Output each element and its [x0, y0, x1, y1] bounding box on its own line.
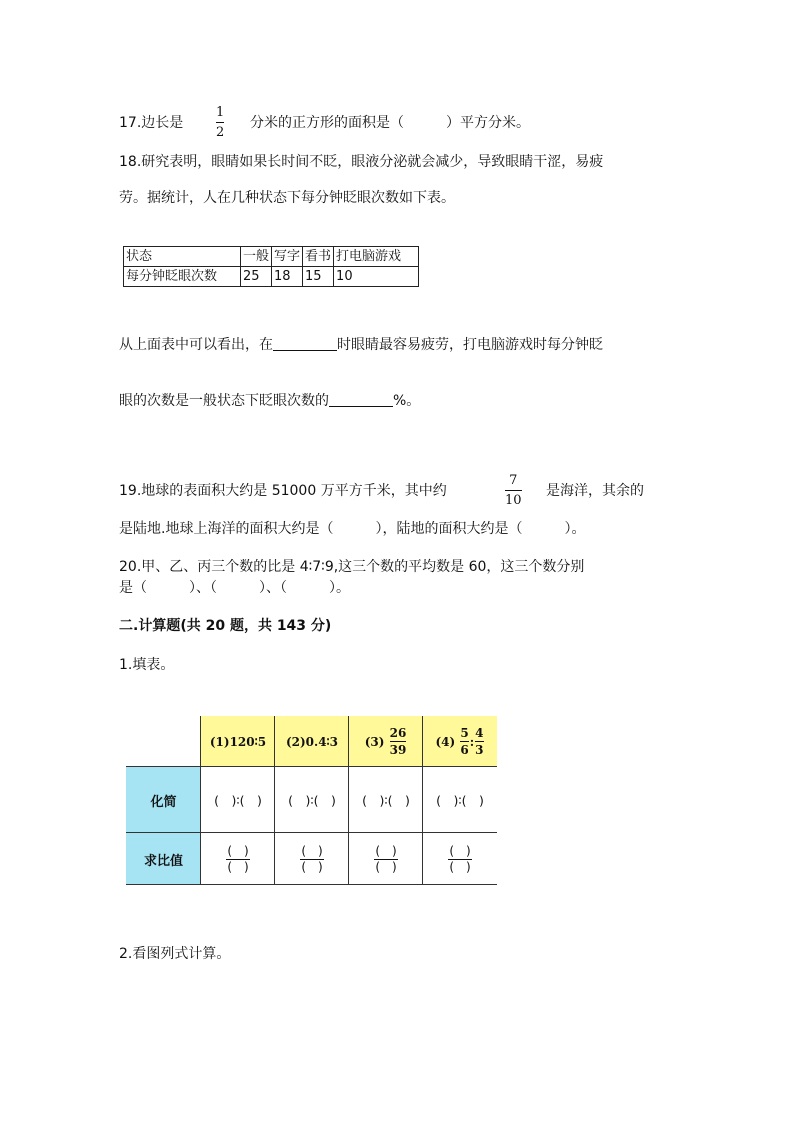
c1-title: 1.填表。 [119, 657, 175, 673]
ratio-blank[interactable]: ( )∶( ) [436, 793, 484, 808]
frac-bottom: ( ) [227, 859, 249, 874]
q20-line2: 是（ ）、（ ）、（ ）。 [119, 580, 350, 596]
table-cell: 18 [272, 267, 303, 287]
ratio-table [126, 716, 497, 885]
header-5-6-4-3 [423, 716, 497, 767]
col4-b-den: 3 [475, 743, 484, 757]
frac-bottom: ( ) [375, 859, 397, 874]
q19-frac-den: 10 [505, 493, 522, 508]
q19-text-pre: 19.地球的表面积大约是 51000 万平方千米，其中约 [119, 483, 447, 499]
fraction-blank[interactable] [201, 833, 275, 885]
q18-question2 [119, 390, 420, 410]
q19-fraction [505, 474, 522, 507]
q17-number: 17. [119, 115, 142, 131]
q17-line [119, 112, 183, 132]
q18-q1-post: 时眼睛最容易疲劳，打电脑游戏时每分钟眨 [337, 337, 603, 353]
ratio-blank[interactable]: ( )∶( ) [288, 793, 336, 808]
q18-q2-pre: 眼的次数是一般状态下眨眼次数的 [119, 393, 329, 409]
table-cell: 10 [334, 267, 419, 287]
table-header-cell: 一般 [241, 247, 272, 267]
col4-colon: : [469, 734, 475, 749]
header-120-5: (1)120∶5 [201, 716, 275, 767]
table-cell: 15 [303, 267, 334, 287]
fraction-blank[interactable] [275, 833, 349, 885]
frac-bottom: ( ) [449, 859, 471, 874]
section-title: 二.计算题(共 20 题，共 143 分) [119, 618, 332, 634]
row-label-ratio-value: 求比值 [126, 833, 201, 885]
answer-blank[interactable] [273, 336, 337, 351]
grid-line [422, 716, 423, 885]
answer-blank[interactable] [329, 392, 393, 407]
ratio-blank[interactable]: ( )∶( ) [362, 793, 410, 808]
frac-top: ( ) [449, 843, 471, 858]
table-header-cell: 写字 [272, 247, 303, 267]
col4-a-num: 5 [460, 726, 469, 740]
q19-frac-num: 7 [509, 473, 518, 488]
q19-text-post: 是海洋，其余的 [546, 483, 644, 499]
col4-a-den: 6 [460, 743, 469, 757]
grid-line [126, 766, 497, 767]
table-row-label: 每分钟眨眼次数 [124, 267, 241, 287]
q17-frac-den: 2 [216, 125, 225, 140]
fraction-blank[interactable] [349, 833, 423, 885]
col4-fraction-a [460, 727, 468, 756]
table-header-cell: 看书 [303, 247, 334, 267]
blink-table [123, 246, 419, 287]
frac-top: ( ) [227, 843, 249, 858]
q17-text-pre: 边长是 [141, 115, 184, 131]
col4-prefix: (4) [435, 734, 456, 749]
q18-q1-pre: 从上面表中可以看出，在 [119, 337, 273, 353]
table-cell: 25 [241, 267, 272, 287]
table-header-cell: 打电脑游戏 [334, 247, 419, 267]
table-row [124, 267, 419, 287]
fraction-blank[interactable] [423, 833, 497, 885]
grid-line [348, 716, 349, 885]
grid-line [126, 832, 497, 833]
grid-line [200, 716, 201, 885]
ratio-blank[interactable]: ( )∶( ) [214, 793, 262, 808]
q18-line1: 18.研究表明，眼睛如果长时间不眨，眼液分泌就会减少，导致眼睛干涩，易疲 [119, 154, 604, 170]
table-row [124, 247, 419, 267]
grid-line [274, 716, 275, 885]
q17-frac-num: 1 [216, 105, 225, 120]
col4-fraction-b [475, 727, 483, 756]
col3-prefix: (3) [364, 734, 385, 749]
table-header-cell: 状态 [124, 247, 241, 267]
col3-den: 39 [389, 743, 407, 757]
col3-fraction [390, 727, 407, 756]
frac-bottom: ( ) [301, 859, 323, 874]
q18-q2-post: %。 [393, 393, 421, 409]
q17-fraction [216, 106, 224, 139]
q19-line2: 是陆地.地球上海洋的面积大约是（ ），陆地的面积大约是（ ）。 [119, 521, 586, 537]
col3-num: 26 [389, 726, 407, 740]
q18-line2: 劳。据统计，人在几种状态下每分钟眨眼次数如下表。 [119, 190, 455, 206]
header-26-39 [349, 716, 423, 767]
header-0.4-3: (2)0.4∶3 [275, 716, 349, 767]
grid-line [126, 884, 497, 885]
q20-line1: 20.甲、乙、丙三个数的比是 4∶7∶9,这三个数的平均数是 60，这三个数分别 [119, 559, 585, 575]
col4-b-num: 4 [475, 726, 484, 740]
frac-top: ( ) [375, 843, 397, 858]
q17-text-post: 分米的正方形的面积是（ ）平方分米。 [250, 115, 530, 131]
frac-top: ( ) [301, 843, 323, 858]
q18-question1 [119, 334, 603, 354]
row-label-simplify: 化简 [126, 767, 201, 833]
c2-title: 2.看图列式计算。 [119, 946, 231, 962]
